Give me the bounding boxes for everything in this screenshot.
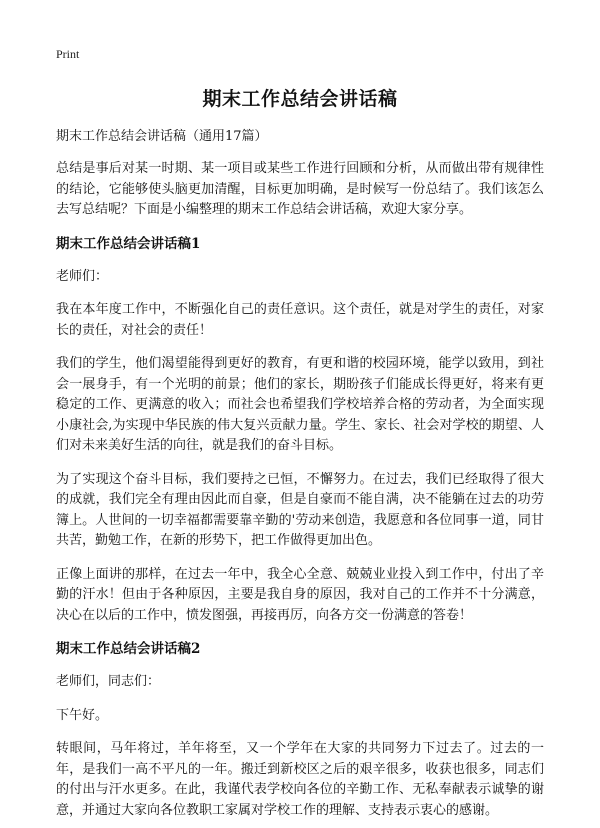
section-1-paragraph-1: 老师们： [56,268,109,284]
print-link[interactable]: Print [56,47,80,61]
intro-paragraph: 总结是事后对某一时期、某一项目或某些工作进行回顾和分析，从而做出带有规律性的结论，它能够使头脑更加清醒，目标更加明确，是时候写一份总结了。我们该怎么去写总结呢？下面是小编整理的期末工作总结会讲话稿，欢迎大家分享。 [56,161,544,217]
section-2-paragraph-3: 转眼间，马年将过，羊年将至，又一个学年在大家的共同努力下过去了。过去的一年，是我们一高不平凡的一年。搬迁到新校区之后的艰辛很多，收获也很多，同志们的付出与汗水更多。在此，我谨代表学校向各位的辛勤工作、无私奉献表示诚挚的谢意，并通过大家向各位教职工家属对学校工作的理解、支持表示衷心的感谢。 [56,741,544,818]
section-1-paragraph-4: 为了实现这个奋斗目标，我们要持之已恒，不懈努力。在过去，我们已经取得了很大的成就，我们完全有理由因此而自豪，但是自豪而不能自满，决不能躺在过去的功劳簿上。人世间的一切幸福都需要靠辛勤的'劳动来创造，我愿意和各位同事一道，同甘共苦，勤勉工作，在新的形势下，把工作做得更加出色。 [56,471,544,548]
section-1-paragraph-3: 我们的学生，他们渴望能得到更好的教育，有更和谐的校园环境，能学以致用，到社会一展身手，有一个光明的前景；他们的家长，期盼孩子们能成长得更好，将来有更稳定的工作、更满意的收入；而社会也希望我们学校培养合格的劳动者，为全面实现小康社会,为实现中华民族的伟大复兴贡献力量。学生、家长、社会对学校的期望、人们对未来美好生活的向往，就是我们的奋斗目标。 [56,356,544,453]
document-title: 期末工作总结会讲话稿 [202,88,398,110]
document-subtitle: 期末工作总结会讲话稿（通用17篇） [56,129,268,144]
section-heading-1: 期末工作总结会讲话稿1 [56,235,201,252]
section-2-paragraph-2: 下午好。 [56,707,109,723]
section-heading-2: 期末工作总结会讲话稿2 [56,641,201,657]
section-1-paragraph-2: 我在本年度工作中，不断强化自己的责任意识。这个责任，就是对学生的责任，对家长的责任，对社会的责任！ [56,302,544,338]
section-2-paragraph-1: 老师们，同志们： [56,674,161,689]
section-1-paragraph-5: 正像上面讲的那样，在过去一年中，我全心全意、兢兢业业投入到工作中，付出了辛勤的汗水！但由于各种原因，主要是我自身的原因，我对自己的工作并不十分满意，决心在以后的工作中，愤发图强，再接再厉，向各方交一份满意的答卷！ [56,566,544,623]
